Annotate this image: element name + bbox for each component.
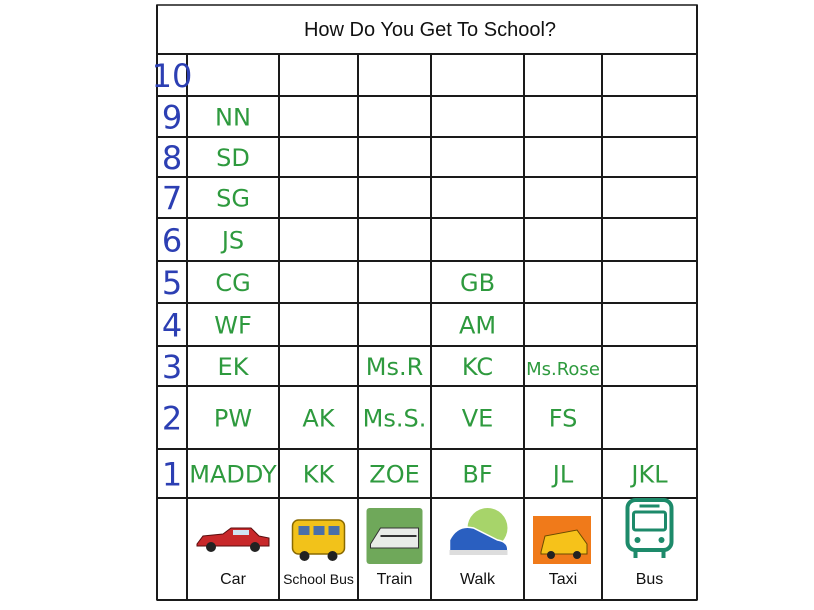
car-icon xyxy=(197,528,269,552)
entry-mark: Ms.Rose xyxy=(526,359,600,380)
y-tick-label: 3 xyxy=(161,348,183,386)
category-icons xyxy=(197,500,672,564)
entry-mark: Ms.R xyxy=(365,353,424,381)
category-label: Car xyxy=(220,571,246,588)
y-tick-label: 5 xyxy=(161,264,183,302)
entry-mark: FS xyxy=(548,404,578,433)
y-tick-label: 6 xyxy=(161,221,183,260)
category-label: School Bus xyxy=(283,571,354,587)
bus-icon xyxy=(628,500,672,558)
entry-mark: SD xyxy=(216,144,250,172)
category-labels xyxy=(220,571,663,588)
y-tick-label: 7 xyxy=(161,179,183,218)
y-tick-label: 8 xyxy=(161,139,183,177)
entry-mark: AK xyxy=(302,404,335,433)
entry-mark: EK xyxy=(217,353,249,381)
category-label: Bus xyxy=(635,571,664,588)
entry-mark: KK xyxy=(302,460,335,489)
chart-title: How Do You Get To School? xyxy=(303,19,557,41)
entry-mark: VE xyxy=(461,404,494,433)
entry-mark: KC xyxy=(461,353,494,381)
chart-grid xyxy=(157,5,697,600)
entry-mark: Ms.S. xyxy=(362,404,427,433)
chart-entries xyxy=(189,104,668,489)
y-tick-label: 4 xyxy=(161,306,183,345)
entry-mark: MADDY xyxy=(189,460,277,489)
train-icon xyxy=(367,508,423,564)
y-tick-label: 9 xyxy=(161,98,183,137)
entry-mark: PW xyxy=(213,404,253,433)
entry-mark: JL xyxy=(552,460,574,489)
category-label: Walk xyxy=(460,571,495,588)
entry-mark: NN xyxy=(215,103,251,132)
category-label: Train xyxy=(376,571,413,588)
y-tick-label: 2 xyxy=(161,399,183,438)
walk-shoe-icon xyxy=(450,508,508,555)
category-label: Taxi xyxy=(548,571,578,588)
entry-mark: ZOE xyxy=(369,460,420,489)
entry-mark: CG xyxy=(215,269,251,297)
entry-mark: AM xyxy=(458,311,497,340)
y-tick-label: 1 xyxy=(161,455,183,494)
school-bus-icon xyxy=(293,520,345,561)
entry-mark: SG xyxy=(216,184,250,213)
entry-mark: WF xyxy=(214,311,252,340)
entry-mark: BF xyxy=(462,460,493,489)
entry-mark: JS xyxy=(221,226,245,255)
y-tick-label: 10 xyxy=(151,57,193,95)
taxi-icon xyxy=(533,516,591,564)
entry-mark: GB xyxy=(459,269,496,297)
entry-mark: JKL xyxy=(631,460,668,489)
